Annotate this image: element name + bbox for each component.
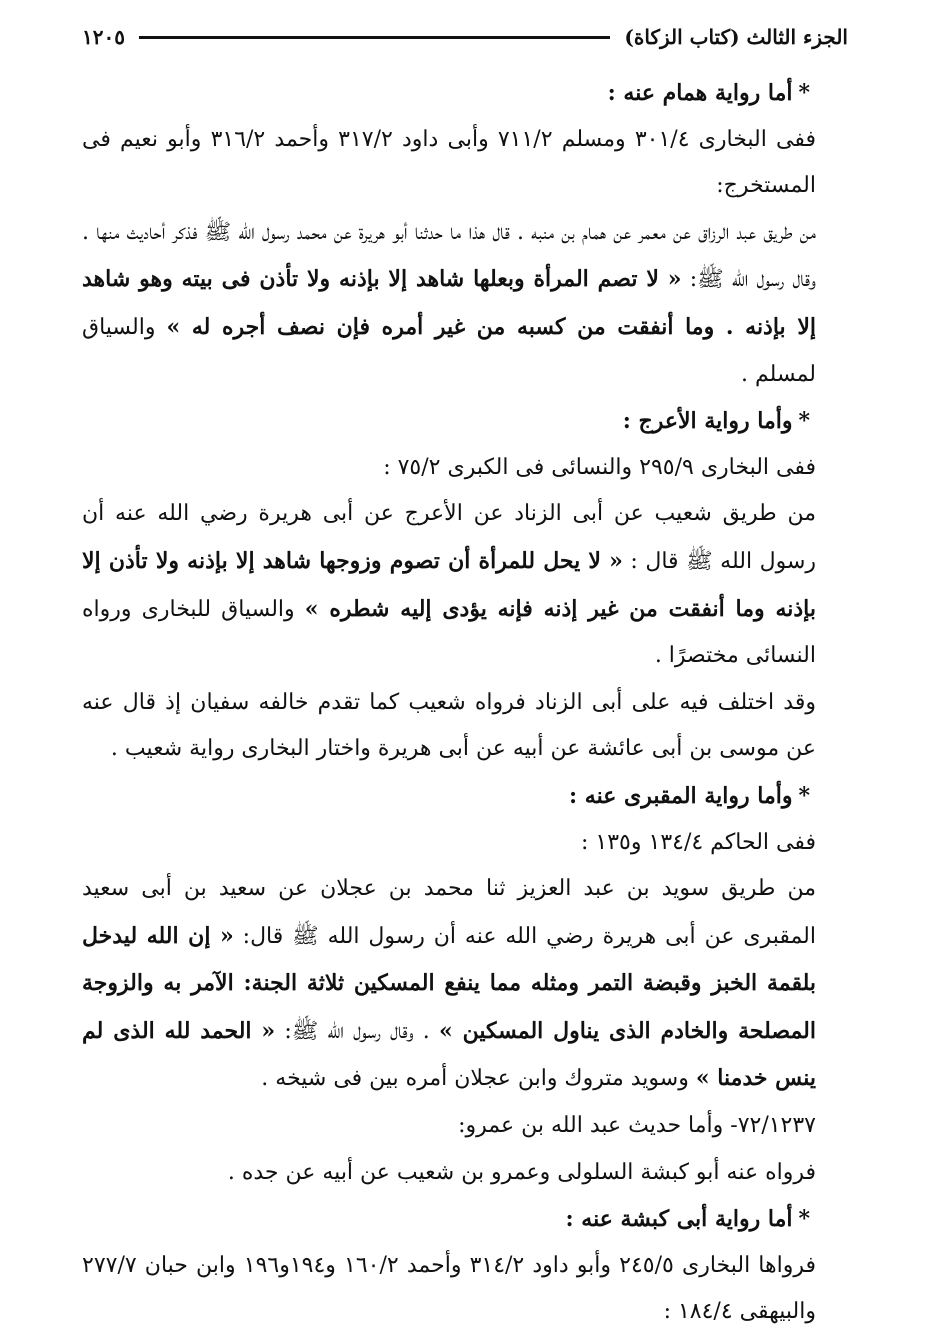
hadith-text: « لا تصم المرأة وبعلها شاهد إلا بإذنه ولا تأذن فى بيته وهو شاهد إلا بإذنه . وما أنفقت من كسبه من غير أمره فإن نصف أجره له » bbox=[82, 266, 816, 340]
section-heading-araj bbox=[82, 398, 848, 445]
isnad-text: من طريق شعيب عن أبى الزناد عن الأعرج عن أبى هريرة رضي الله عنه أن رسول الله ﷺ قال : bbox=[82, 501, 817, 574]
paragraph-hadith-maqburi bbox=[82, 866, 848, 1103]
star-icon: * bbox=[798, 782, 810, 809]
running-title: الجزء الثالث (كتاب الزكاة) bbox=[624, 25, 848, 49]
hadith-number-heading: ٧٢/١٢٣٧- وأما حديث عبد الله بن عمرو: bbox=[458, 1113, 816, 1139]
heading-text: وأما رواية المقبرى عنه : bbox=[569, 782, 793, 809]
paragraph-narrators: فرواه عنه أبو كبشة السلولى وعمرو بن شعيب عن أبيه عن جده . bbox=[227, 1159, 816, 1185]
hadith-text-2: « الحمد لله الذى لم ينس خدمنا » bbox=[82, 1017, 816, 1092]
note-text: والسياق لمسلم . bbox=[82, 314, 816, 387]
star-icon: * bbox=[798, 80, 810, 106]
paragraph-sources-abu-kabsha: فرواها البخارى ٢٤٥/٥ وأبو داود ٣١٤/٢ وأحمد ١٦٠/٢ و١٩٤و١٩٦ وابن حبان ٢٧٧/٧ والبيهقى ١٨٤/٤ : bbox=[82, 1252, 816, 1325]
star-icon: * bbox=[798, 408, 810, 435]
page-header bbox=[82, 20, 848, 54]
hadith-text: « لا يحل للمرأة أن تصوم وزوجها شاهد إلا بإذنه ولا تأذن إلا بإذنه وما أنفقت من غير إذنه فإنه يؤدى إليه شطره » bbox=[82, 547, 816, 622]
isnad-text: من طريق عبد الرزاق عن معمر عن همام بن منبه . قال هذا ما حدثنا أبو هريرة عن محمد رسول الله ﷺ فذكر أحاديث منها . وقال رسول الله ﷺ: bbox=[82, 219, 817, 293]
heading-text: أما رواية أبى كبشة عنه : bbox=[565, 1206, 793, 1233]
page-body bbox=[82, 70, 848, 1336]
paragraph-hadith-araj bbox=[82, 491, 848, 679]
paragraph-hadith-hammam bbox=[82, 210, 848, 398]
note-text: والسياق للبخارى ورواه النسائى مختصرًا . bbox=[82, 596, 816, 669]
heading-text: وأما رواية الأعرج : bbox=[622, 408, 793, 435]
paragraph-sources-hammam: ففى البخارى ٣٠١/٤ ومسلم ٧١١/٢ وأبى داود ٣١٧/٢ وأحمد ٣١٦/٢ وأبو نعيم فى المستخرج: bbox=[82, 126, 817, 199]
isnad-text: من طريق سويد بن عبد العزيز ثنا محمد بن عجلان عن سعيد بن أبى سعيد المقبرى عن أبى هريرة رضي الله عنه أن رسول الله ﷺ قال: bbox=[82, 876, 816, 949]
paragraph-discrepancy: وقد اختلف فيه على أبى الزناد فرواه شعيب كما تقدم خالفه سفيان إذ قال عنه عن موسى بن أبى عائشة عن أبيه عن أبى هريرة واختار البخارى رواية شعيب . bbox=[82, 689, 816, 762]
note-text: وسويد متروك وابن عجلان أمره بين فى شيخه . bbox=[261, 1066, 689, 1092]
section-heading-abu-kabsha bbox=[82, 1196, 848, 1243]
section-heading-hammam bbox=[82, 70, 848, 117]
paragraph-sources-araj: ففى البخارى ٢٩٥/٩ والنسائى فى الكبرى ٧٥/٢ : bbox=[383, 454, 816, 480]
heading-text: أما رواية همام عنه : bbox=[607, 80, 793, 106]
section-heading-maqburi bbox=[82, 773, 848, 820]
hadith-text: « إن الله ليدخل بلقمة الخبز وقبضة التمر ومثله مما ينفع المسكين ثلاثة الجنة: الآمر به والزوجة المصلحة والخادم الذى يناول المسكين » bbox=[82, 922, 816, 1044]
star-icon: * bbox=[798, 1206, 810, 1233]
paragraph-sources-maqburi: ففى الحاكم ١٣٤/٤ و١٣٥ : bbox=[581, 829, 816, 855]
header-rule bbox=[139, 36, 610, 39]
page-number: ١٢٠٥ bbox=[82, 25, 125, 49]
connector-text: . وقال رسول الله ﷺ: bbox=[284, 1018, 430, 1044]
